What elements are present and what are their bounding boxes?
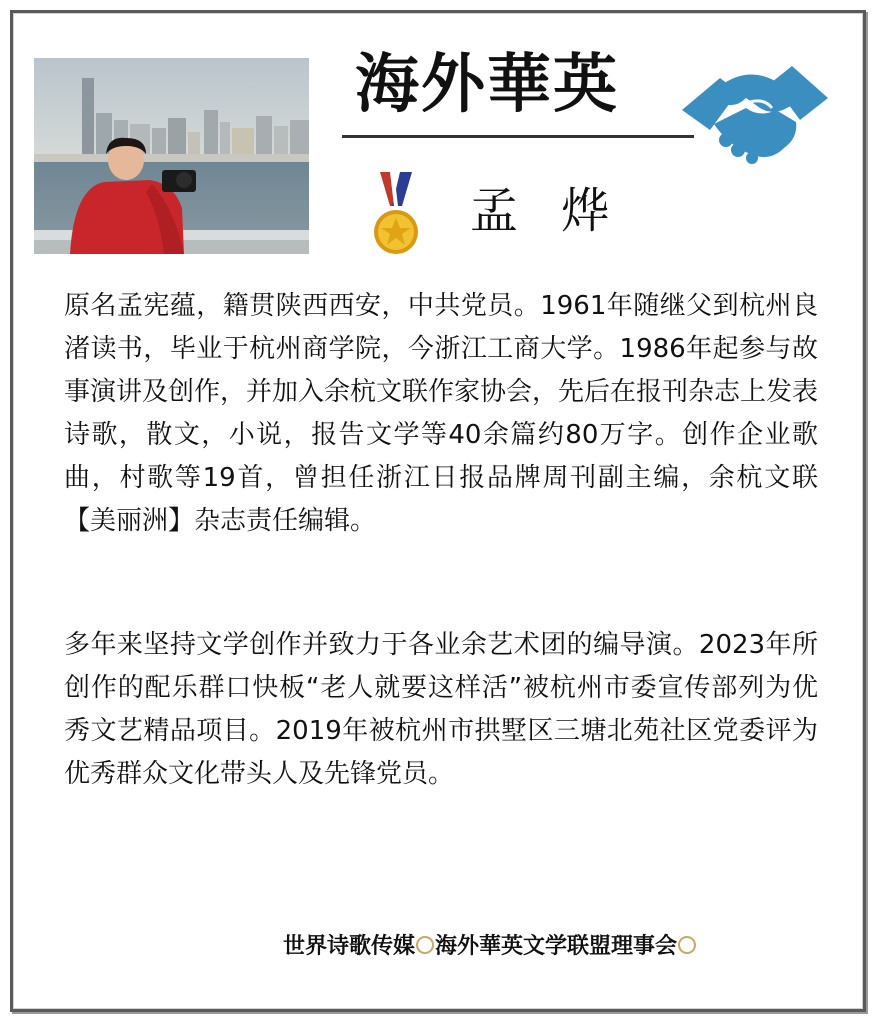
seal-icon <box>416 936 434 954</box>
biography-paragraph-1: 原名孟宪蕴，籍贯陕西西安，中共党员。1961年随继父到杭州良渚读书，毕业于杭州商学院，今浙江工商大学。1986年起参与故事演讲及创作，并加入余杭文联作家协会，先后在报刊杂志上发表诗歌，散文，小说，报告文学等40余篇约80万字。创作企业歌曲，村歌等19首，曾担任浙江日报品牌周刊副主编，余杭文联【美丽洲】杂志责任编辑。 <box>64 291 819 536</box>
gold-medal-icon <box>372 172 420 260</box>
footer-publisher: 世界诗歌传媒 <box>283 933 416 959</box>
header-title: 海外華英 <box>355 47 619 122</box>
title-divider <box>342 135 694 138</box>
person-name: 孟 烨 <box>470 183 624 239</box>
portrait-photo <box>34 58 309 254</box>
biography-paragraph-2: 多年来坚持文学创作并致力于各业余艺术团的编导演。2023年所创作的配乐群口快板“老人就要这样活”被杭州市委宣传部列为优秀文艺精品项目。2019年被杭州市拱墅区三塘北苑社区党委评为优秀群众文化带头人及先锋党员。 <box>64 630 818 789</box>
footer-credit <box>283 927 697 965</box>
handshake-icon <box>680 58 830 168</box>
seal-icon <box>678 936 696 954</box>
footer-association: 海外華英文学联盟理事会 <box>435 933 678 959</box>
